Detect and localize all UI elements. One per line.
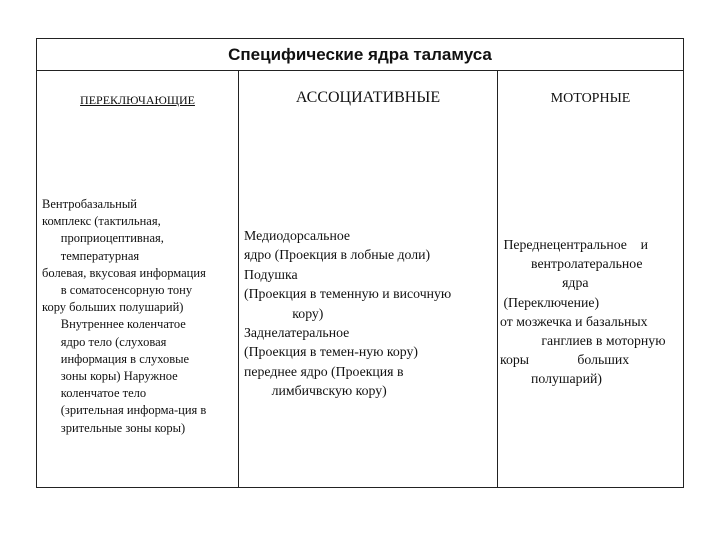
motor-nuclei-text: Переднецентральное и вентролатеральное ядра (Переключение) от мозжечка и базальных ганглиев в моторную коры больших полушарий) [500,237,666,387]
associative-nuclei-header: АССОЦИАТИВНЫЕ [295,89,441,106]
switching-nuclei-text: Вентробазальный комплекс (тактильная, проприоцептивная, температурная болевая, вкусовая информация в соматосенсорную тону кору больших полушарий) Внутреннее коленчатое ядро тело (слуховая информация в слуховые зоны коры) Наружное коленчатое тело (зрительная информа-ция в зрительные зоны коры) [42,197,207,435]
column-divider [238,71,239,487]
thalamus-nuclei-table [36,38,684,488]
motor-nuclei-header: МОТОРНЫЕ [550,91,631,106]
column-divider [497,71,498,487]
switching-nuclei-header: ПЕРЕКЛЮЧАЮЩИЕ [80,93,195,107]
associative-nuclei-text: Медиодорсальное ядро (Проекция в лобные доли) Подушка (Проекция в теменную и височную кору) Заднелатеральное (Проекция в темен-ную кору) переднее ядро (Проекция в лимбичвскую кору) [244,228,452,399]
table-title: Специфические ядра таламуса [37,39,683,71]
